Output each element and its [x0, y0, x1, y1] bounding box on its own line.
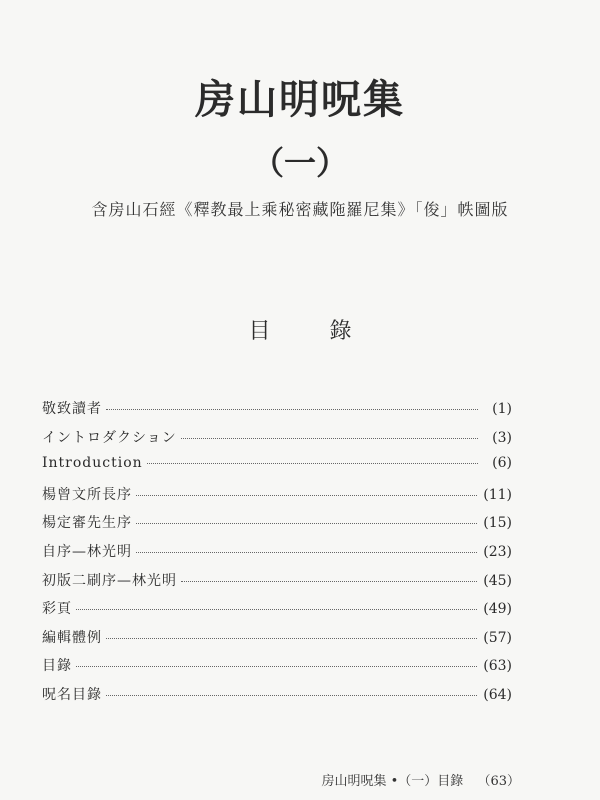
toc-entry-label: 編輯體例 [42, 629, 102, 646]
toc-entry [42, 541, 512, 570]
toc-entry-label: 初版二刷序—林光明 [42, 572, 177, 589]
toc-entry-label: 呪名目錄 [42, 686, 102, 703]
dot-leader [76, 609, 477, 610]
toc-entry-label: 自序—林光明 [42, 543, 132, 560]
toc-entry-page: (11) [483, 486, 512, 503]
toc-entry [42, 484, 512, 513]
dot-leader [147, 463, 478, 464]
book-subtitle: 含房山石經《釋教最上乘秘密藏陁羅尼集》「俊」帙圖版 [91, 200, 509, 219]
toc-entry-page: (57) [483, 629, 512, 646]
dot-leader [76, 666, 477, 667]
toc-entry-page: (64) [483, 686, 512, 703]
toc-entry-page: (15) [483, 515, 512, 532]
book-title: 房山明呪集 [195, 76, 405, 123]
toc-entry [42, 398, 512, 427]
dot-leader [136, 552, 477, 553]
toc-entry-label: 目錄 [42, 658, 72, 675]
toc-entry [42, 627, 512, 656]
toc-entry-page: (23) [483, 543, 512, 560]
toc-entry [42, 455, 512, 484]
dot-leader [106, 638, 477, 639]
dot-leader [136, 523, 477, 524]
toc-entry [42, 570, 512, 599]
toc-entry-page: (63) [483, 658, 512, 675]
dot-leader [136, 495, 477, 496]
toc-entry [42, 512, 512, 541]
toc-entry-label: 楊曾文所長序 [42, 486, 132, 503]
toc-entry [42, 655, 512, 684]
toc-entry-page: (3) [492, 429, 512, 446]
toc-entry-page: (49) [483, 601, 512, 618]
page-footer [322, 770, 521, 789]
toc-entry-page: (1) [492, 401, 512, 417]
dot-leader [181, 438, 478, 439]
volume-number: （一） [251, 144, 348, 182]
toc-entry-page: (45) [483, 572, 512, 589]
dot-leader [106, 695, 477, 696]
toc-entry-page: (6) [492, 455, 512, 472]
toc-entry-label: Introduction [42, 455, 143, 472]
toc-entry-label: 楊定審先生序 [42, 515, 132, 532]
toc-heading: 目 錄 [248, 319, 378, 344]
table-of-contents [42, 398, 512, 713]
toc-entry-label: イントロダクション [42, 429, 177, 446]
toc-entry [42, 427, 512, 456]
dot-leader [181, 581, 477, 582]
toc-entry [42, 684, 512, 713]
footer-running-title: 房山明呪集 •（一）目錄 [321, 774, 464, 789]
footer-page-number: （63） [477, 774, 520, 789]
toc-entry-label: 彩頁 [42, 601, 72, 618]
dot-leader [106, 409, 478, 410]
toc-entry [42, 598, 512, 627]
toc-entry-label: 敬致讀者 [42, 401, 102, 417]
